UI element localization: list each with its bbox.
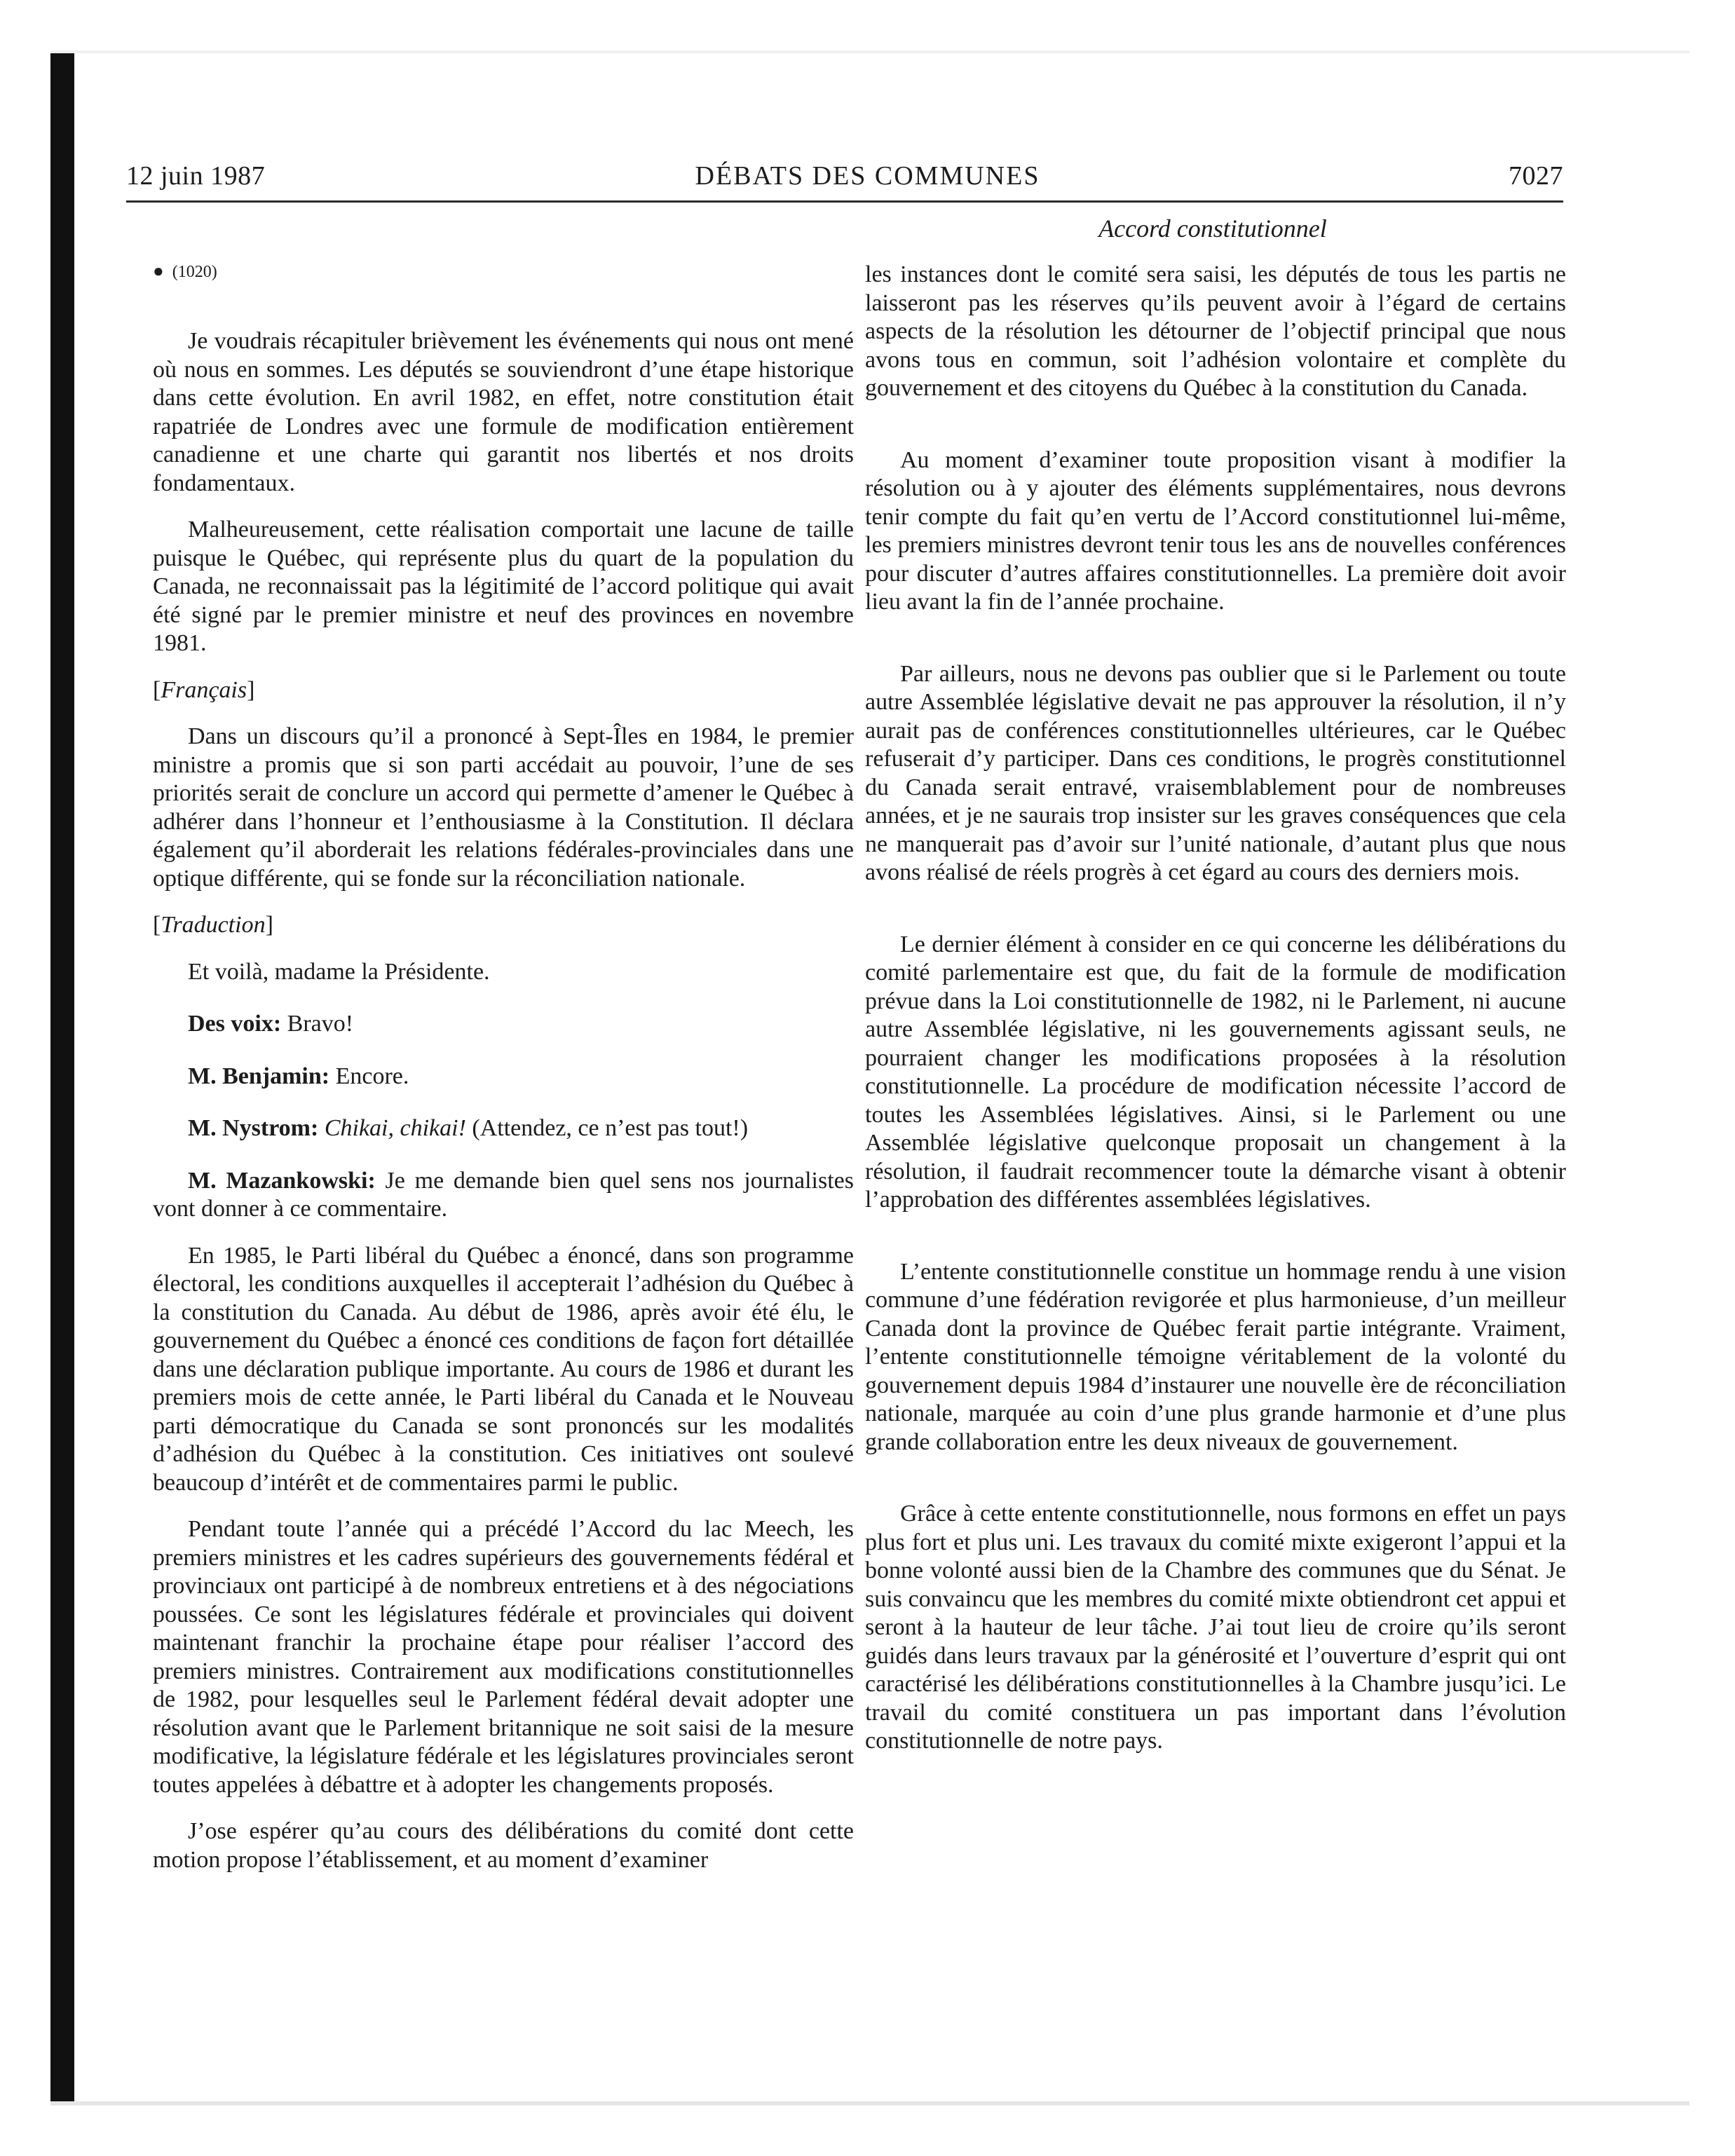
- paragraph: J’ose espérer qu’au cours des délibérations du comité dont cette motion propose l’établissement, et au moment d’examiner: [153, 1818, 854, 1873]
- paragraph: Malheureusement, cette réalisation comportait une lacune de taille puisque le Québec, qui représente plus du quart de la population du Canada, ne reconnaissait pas la légitimité de l’accord politique qui avait été signé par le premier ministre et neuf des provinces en novembre 1981.: [153, 517, 854, 656]
- scan-edge-shadow: [50, 50, 74, 2104]
- exchange-line: [153, 1167, 854, 1224]
- scan-bottom-edge: [50, 2101, 1689, 2106]
- speech-text: Je me demande bien quel sens nos journalistes vont donner à ce commentaire.: [153, 1167, 854, 1222]
- paragraph: Et voilà, madame la Présidente.: [188, 958, 490, 985]
- speaker-name: M. Nystrom:: [188, 1115, 319, 1141]
- exchange-line: [153, 1063, 854, 1091]
- section-subheader: Accord constitutionnel: [1098, 214, 1327, 243]
- speech-text: (Attendez, ce n’est pas tout!): [465, 1115, 749, 1141]
- speaker-name: M. Benjamin:: [188, 1063, 330, 1089]
- paragraph: Au moment d’examiner toute proposition visant à modifier la résolution ou à y ajouter des éléments supplémentaires, nous devrons tenir compte du fait qu’en vertu de l’Accord constitutionnel lui-même, les premiers ministres devront tenir tous les ans de nouvelles conférences pour discuter d’autres affaires constitutionnelles. La première doit avoir lieu avant la fin de l’année prochaine.: [865, 446, 1566, 615]
- speech-text: Bravo!: [281, 1011, 354, 1037]
- paragraph: Le dernier élément à consider en ce qui concerne les délibérations du comité parlementaire est que, du fait de la formule de modification prévue dans la Loi constitutionnelle de 1982, ni le Parlement, ni aucune autre Assemblée législative, ni les gouvernements agissant seuls, ne pourraient changer les modifications proposées à la résolution constitutionnelle. La procédure de modification nécessite l’accord de toutes les Assemblées législatives. Ainsi, si le Parlement ou une Assemblée législative quelconque proposait un changement à la résolution, il faudrait recommencer toute la démarche visant à obtenir l’approbation des différentes assemblées législatives.: [865, 931, 1566, 1213]
- speech-text: Encore.: [329, 1063, 409, 1089]
- language-label-text: Français: [161, 676, 247, 703]
- header-date: 12 juin 1987: [126, 161, 266, 191]
- paragraph: les instances dont le comité sera saisi, les députés de tous les partis ne laisseront pas les réserves qu’ils peuvent avoir à l’égard de certains aspects de la résolution les détourner de l’objectif principal que nous avons tous en commun, soit l’adhésion volontaire et complète du gouvernement et des citoyens du Québec à la constitution du Canada.: [865, 261, 1566, 401]
- language-label: [Français]: [153, 676, 255, 703]
- speaker-name: Des voix:: [188, 1011, 282, 1037]
- language-label-text: Traduction: [161, 912, 266, 938]
- scan-top-edge: [50, 50, 1689, 53]
- paragraph: Par ailleurs, nous ne devons pas oublier que si le Parlement ou toute autre Assemblée législative devait ne pas approuver la résolution, il n’y aurait pas de conférences constitutionnelles ultérieures, car le Québec refuserait d’y participer. Dans ces conditions, le progrès constitutionnel du Canada serait entravé, vraisemblablement pour de nombreuses années, et je ne saurais trop insister sur les graves conséquences que cela ne manquerait pas d’avoir sur l’unité nationale, d’autant plus que nous avons réalisé de réels progrès à cet égard au cours des derniers mois.: [865, 660, 1566, 885]
- paragraph: L’entente constitutionnelle constitue un hommage rendu à une vision commune d’une fédération revigorée et plus harmonieuse, d’un meilleur Canada dont la province de Québec ferait partie intégrante. Vraiment, l’entente constitutionnelle témoigne véritablement de la volonté du gouvernement depuis 1984 d’instaurer une nouvelle ère de réconciliation nationale, marquée au coin d’une plus grande harmonie et d’une plus grande collaboration entre les deux niveaux de gouvernement.: [865, 1258, 1566, 1455]
- speaker-name: M. Mazankowski:: [188, 1167, 376, 1194]
- right-column: [865, 261, 1566, 1756]
- speech-text-italic: Chikai, chikai!: [318, 1115, 466, 1141]
- bullet-icon: ●: [153, 261, 164, 281]
- page-number: 7027: [1509, 161, 1563, 191]
- paragraph: Grâce à cette entente constitutionnelle, nous formons en effet un pays plus fort et plus uni. Les travaux du comité mixte exigeront l’appui et la bonne volonté aussi bien de la Chambre des communes que du Sénat. Je suis convaincu que les membres du comité mixte obtiendront cet appui et seront à la hauteur de leur tâche. J’ai tout lieu de croire qu’ils seront guidés dans leurs travaux par la générosité et l’ouverture d’esprit qui ont caractérisé les délibérations constitutionnelles à la Chambre jusqu’ici. Le travail du comité constituera un pas important dans l’évolution constitutionnelle de notre pays.: [865, 1501, 1566, 1754]
- paragraph: Pendant toute l’année qui a précédé l’Accord du lac Meech, les premiers ministres et les cadres supérieurs des gouvernements fédéral et provinciaux ont participé à de nombreux entretiens et à des négociations poussées. Ce sont les législatures fédérale et provinciales qui doivent maintenant franchir la prochaine étape pour réaliser l’accord des premiers ministres. Contrairement aux modifications constitutionnelles de 1982, pour lesquelles seul le Parlement fédéral devait adopter une résolution avant que le Parlement britannique ne soit saisi de la mesure modificative, la législature fédérale et les législatures provinciales seront toutes appelées à débattre et à adopter les changements proposés.: [153, 1516, 854, 1798]
- timestamp-marker: [153, 261, 854, 282]
- language-label: [Traduction]: [153, 912, 273, 938]
- paragraph: Dans un discours qu’il a prononcé à Sept-Îles en 1984, le premier ministre a promis que si son parti accédait au pouvoir, l’une de ses priorités serait de conclure un accord qui permette d’amener le Québec à adhérer dans l’honneur et l’enthousiasme à la Constitution. Il déclara également qu’il aborderait les relations fédérales-provinciales dans une optique différente, qui se fonde sur la réconciliation nationale.: [153, 723, 854, 892]
- left-column: [153, 261, 854, 1874]
- exchange-line: [153, 1010, 854, 1039]
- header-title: DÉBATS DES COMMUNES: [695, 161, 1040, 191]
- paragraph: En 1985, le Parti libéral du Québec a énoncé, dans son programme électoral, les conditions auxquelles il accepterait l’adhésion du Québec à la constitution du Canada. Au début de 1986, après avoir été élu, le gouvernement du Québec a énoncé ces conditions de façon fort détaillée dans une déclaration publique importante. Au cours de 1986 et durant les premiers mois de cette année, le Parti libéral du Canada et le Nouveau parti démocratique du Canada se sont prononcés sur les modalités d’adhésion du Québec à la constitution. Ces initiatives ont soulevé beaucoup d’intérêt et de commentaires parmi le public.: [153, 1242, 854, 1496]
- timestamp-text: (1020): [172, 263, 217, 281]
- header-rule: [126, 200, 1563, 203]
- paragraph: Je voudrais récapituler brièvement les événements qui nous ont mené où nous en sommes. Les députés se souviendront d’une étape historique dans cette évolution. En avril 1982, en effet, notre constitution était rapatriée de Londres avec une formule de modification entièrement canadienne et une charte qui garantit nos libertés et nos droits fondamentaux.: [153, 328, 854, 496]
- exchange-line: [153, 1114, 854, 1143]
